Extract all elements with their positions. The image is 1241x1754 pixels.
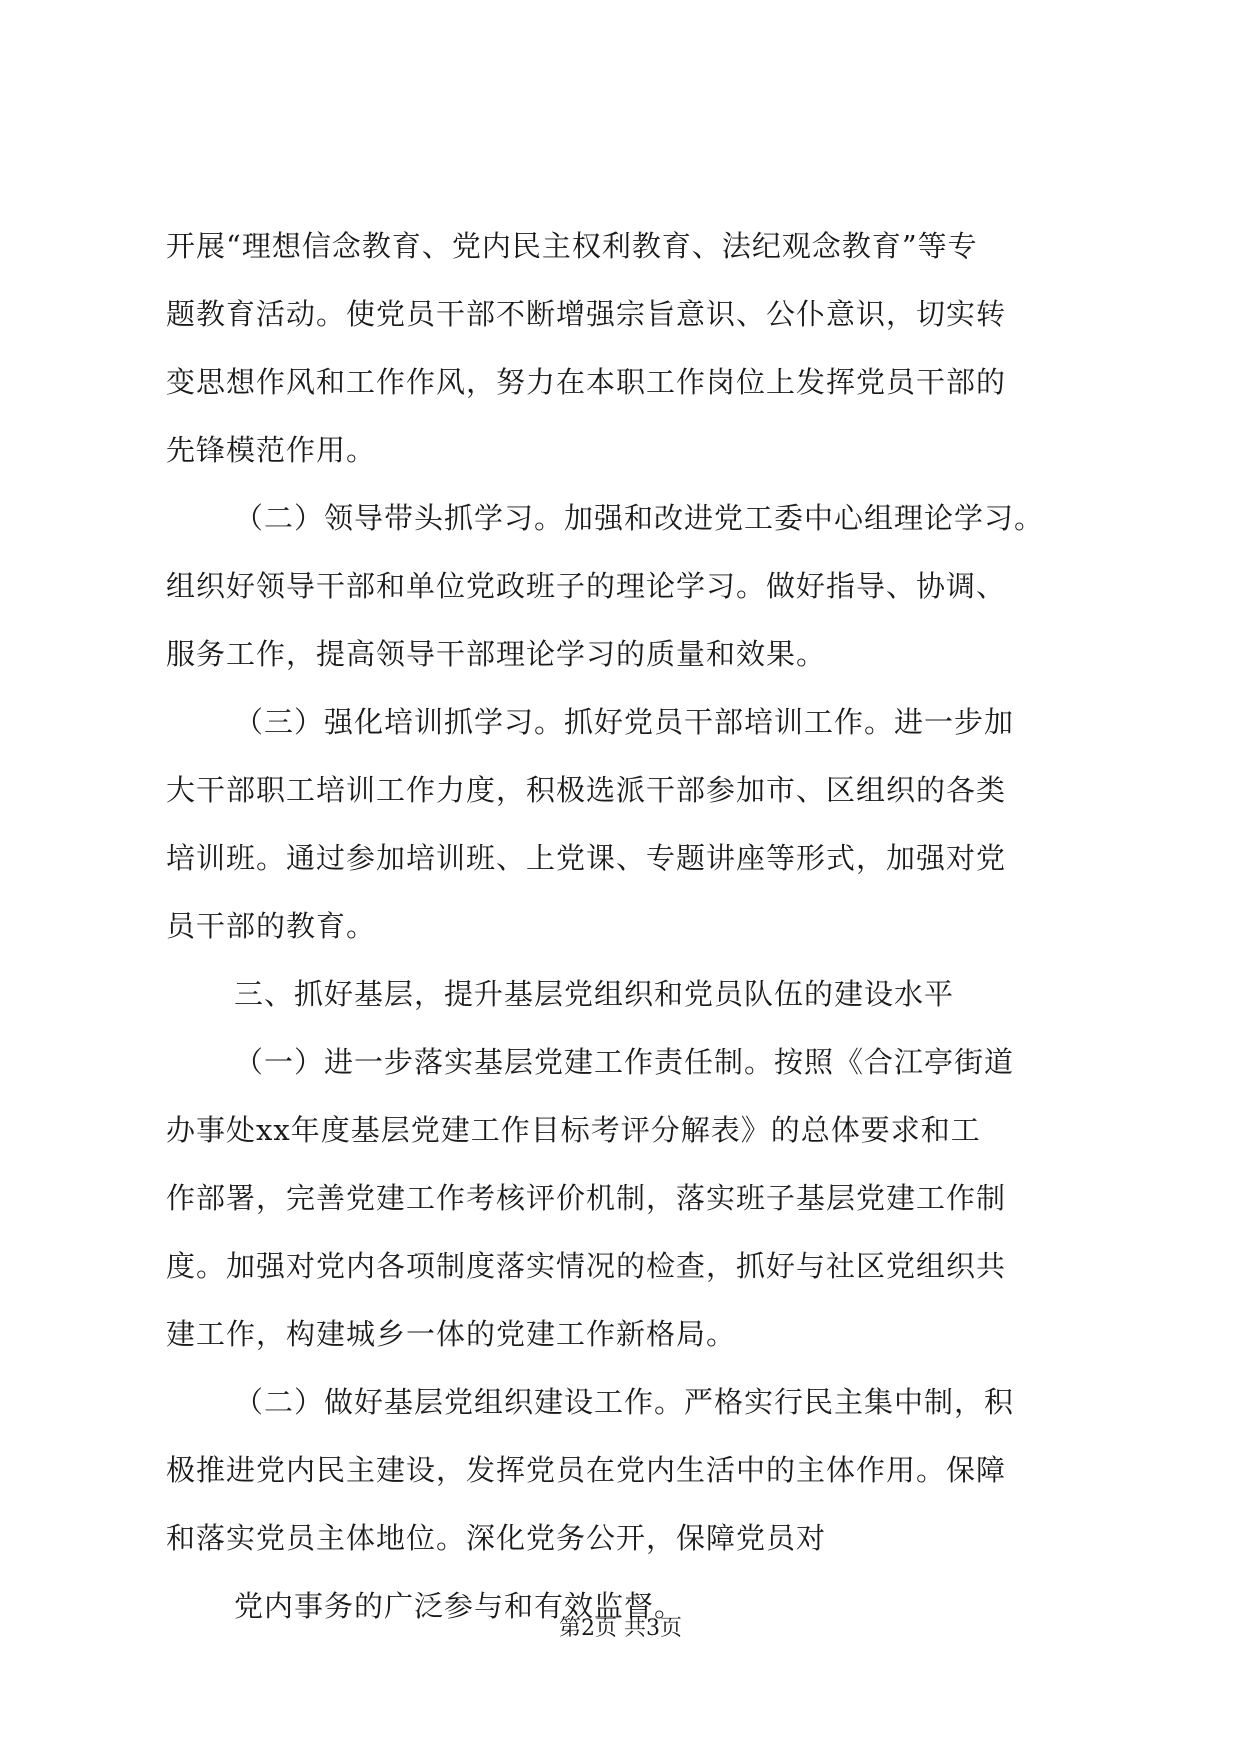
text-line: 变思想作风和工作作风，努力在本职工作岗位上发挥党员干部的	[166, 365, 1007, 399]
text-line: 组织好领导干部和单位党政班子的理论学习。做好指导、协调、	[166, 569, 1007, 603]
text-line: 度。加强对党内各项制度落实情况的检查，抓好与社区党组织共	[166, 1249, 1007, 1283]
text-line: 开展“理想信念教育、党内民主权利教育、法纪观念教育”等专	[166, 229, 978, 263]
text-line: （三）强化培训抓学习。抓好党员干部培训工作。进一步加	[234, 705, 1015, 739]
text-line: 先锋模范作用。	[166, 433, 377, 467]
text-line: 培训班。通过参加培训班、上党课、专题讲座等形式，加强对党	[166, 841, 1007, 875]
text-line: 和落实党员主体地位。深化党务公开，保障党员对	[166, 1521, 827, 1555]
text-line: 党内事务的广泛参与和有效监督。	[234, 1589, 685, 1623]
text-line: 服务工作，提高领导干部理论学习的质量和效果。	[166, 637, 827, 671]
text-line: 作部署，完善党建工作考核评价机制，落实班子基层党建工作制	[166, 1181, 1007, 1215]
page-number-footer: 第2页 共3页	[559, 1616, 682, 1641]
text-line: 大干部职工培训工作力度，积极选派干部参加市、区组织的各类	[166, 773, 1007, 807]
text-line: （二）领导带头抓学习。加强和改进党工委中心组理论学习。	[234, 501, 1045, 535]
text-line: 题教育活动。使党员干部不断增强宗旨意识、公仆意识，切实转	[166, 297, 1007, 331]
text-line: （一）进一步落实基层党建工作责任制。按照《合江亭街道	[234, 1045, 1015, 1079]
text-line: 办事处xx年度基层党建工作目标考评分解表》的总体要求和工	[166, 1113, 981, 1147]
text-line: 建工作，构建城乡一体的党建工作新格局。	[166, 1317, 737, 1351]
section-heading: 三、抓好基层，提升基层党组织和党员队伍的建设水平	[234, 977, 955, 1011]
text-line: 员干部的教育。	[166, 909, 377, 943]
text-line: （二）做好基层党组织建设工作。严格实行民主集中制，积	[234, 1385, 1015, 1419]
text-line: 极推进党内民主建设，发挥党员在党内生活中的主体作用。保障	[166, 1453, 1007, 1487]
